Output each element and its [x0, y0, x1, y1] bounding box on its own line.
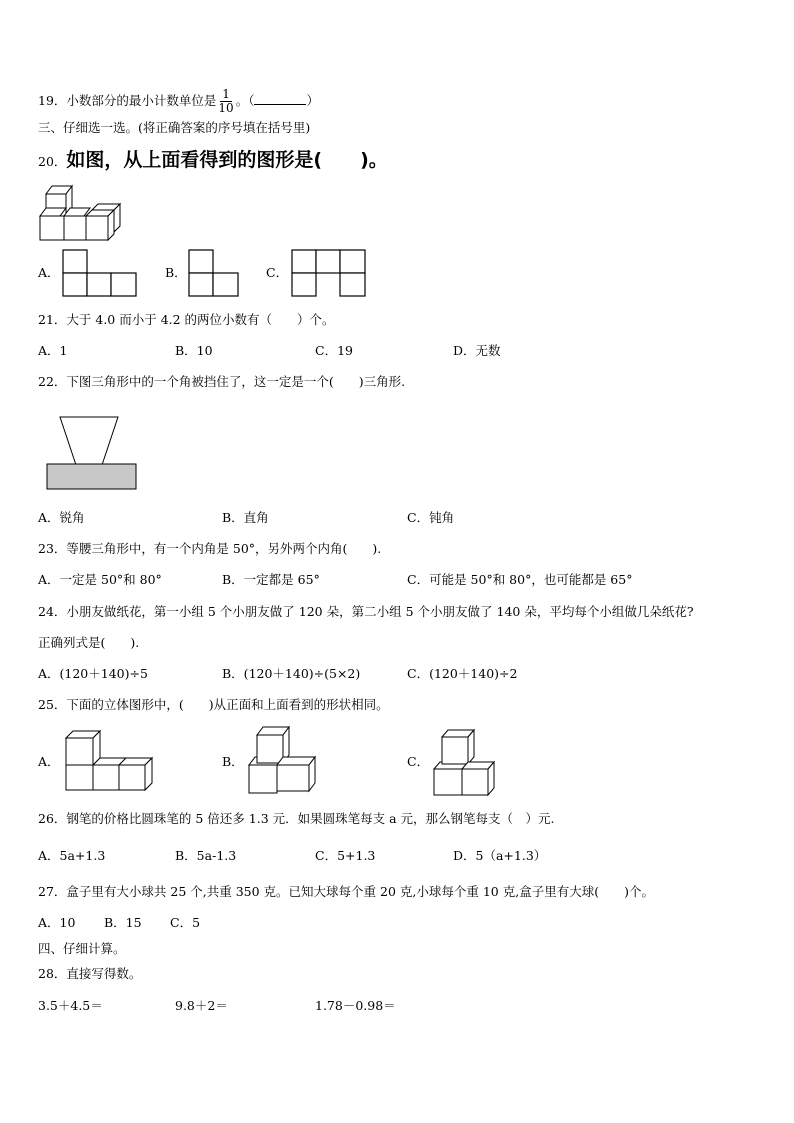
question-23	[38, 541, 381, 557]
q20-option-b-shape	[188, 249, 240, 297]
q26-option-d[interactable]: D．5（a+1.3）	[453, 848, 547, 863]
q27-option-b[interactable]: B．15	[104, 915, 142, 930]
question-number: 28．	[38, 966, 67, 981]
question-text: 下图三角形中的一个角被挡住了，这一定是一个( )三角形.	[66, 374, 406, 389]
question-text: 直接写得数。	[66, 966, 142, 981]
q25-option-a-shape	[64, 728, 154, 792]
q25-option-b-shape	[247, 725, 319, 795]
question-20	[38, 149, 388, 171]
question-number: 27．	[38, 884, 67, 899]
question-close: ）	[306, 93, 319, 108]
q25-option-c-shape	[432, 727, 498, 797]
section-3-heading: 三、仔细选一选。(将正确答案的序号填在括号里)	[38, 120, 311, 135]
question-number: 19．	[38, 93, 67, 108]
q28-item-3: 1.78－0.98＝	[315, 998, 396, 1013]
q21-option-c[interactable]: C．19	[315, 343, 353, 358]
q23-option-b[interactable]: B．一定都是 65°	[222, 572, 320, 587]
fraction-denominator: 10	[218, 101, 234, 115]
q25-option-a[interactable]: A．	[38, 754, 60, 769]
question-text: 等腰三角形中，有一个内角是 50°，另外两个内角( ).	[66, 541, 382, 556]
q21-option-b[interactable]: B．10	[175, 343, 213, 358]
q24-option-b[interactable]: B．(120＋140)÷(5×2)	[222, 666, 361, 681]
q24-option-a[interactable]: A．(120＋140)÷5	[38, 666, 148, 681]
q20-option-a-shape	[62, 249, 138, 297]
q28-item-1: 3.5＋4.5＝	[38, 998, 103, 1013]
question-22	[38, 374, 405, 390]
question-27	[38, 884, 654, 900]
q22-option-a[interactable]: A．锐角	[38, 510, 85, 525]
q21-option-d[interactable]: D．无数	[453, 343, 501, 358]
question-number: 26．	[38, 811, 67, 826]
q25-option-c[interactable]: C．	[407, 754, 430, 769]
question-number: 22．	[38, 374, 67, 389]
q20-option-b[interactable]: B．	[165, 265, 187, 280]
question-text: 钢笔的价格比圆珠笔的 5 倍还多 1.3 元．如果圆珠笔每支 a 元，那么钢笔每支（ ）元.	[66, 811, 555, 826]
section-4-heading: 四、仔细计算。	[38, 941, 126, 956]
q25-option-b[interactable]: B．	[222, 754, 244, 769]
question-tail: 。（	[235, 93, 255, 108]
question-number: 23．	[38, 541, 67, 556]
question-25	[38, 697, 389, 713]
q20-option-c[interactable]: C．	[266, 265, 289, 280]
q27-option-a[interactable]: A．10	[38, 915, 76, 930]
question-text: 小数部分的最小计数单位是	[66, 93, 217, 108]
q22-hidden-triangle-figure	[46, 415, 138, 491]
fraction-numerator: 1	[222, 87, 230, 101]
question-text: 小朋友做纸花，第一小组 5 个小朋友做了 120 朵，第二小组 5 个小朋友做了 140 朵，平均每个小组做几朵纸花?	[66, 604, 694, 619]
question-number: 24．	[38, 604, 67, 619]
question-24-line2: 正确列式是( ).	[38, 635, 140, 650]
question-number: 21．	[38, 312, 67, 327]
q28-item-2: 9.8＋2＝	[175, 998, 228, 1013]
question-text: 大于 4.0 而小于 4.2 的两位小数有（ ）个。	[66, 312, 335, 327]
q26-option-a[interactable]: A．5a+1.3	[38, 848, 106, 863]
question-text: 如图，从上面看得到的图形是( )。	[66, 149, 388, 171]
question-19	[38, 87, 319, 115]
q23-option-a[interactable]: A．一定是 50°和 80°	[38, 572, 162, 587]
question-number: 25．	[38, 697, 67, 712]
q23-option-c[interactable]: C．可能是 50°和 80°，也可能都是 65°	[407, 572, 633, 587]
question-28	[38, 966, 141, 982]
q20-3d-figure	[38, 182, 124, 242]
q27-option-c[interactable]: C．5	[170, 915, 201, 930]
question-26	[38, 811, 555, 827]
question-text: 盒子里有大小球共 25 个,共重 350 克。已知大球每个重 20 克,小球每个重 10 克,盒子里有大球( )个。	[66, 884, 654, 899]
q22-option-c[interactable]: C．钝角	[407, 510, 455, 525]
q21-option-a[interactable]: A．1	[38, 343, 68, 358]
question-21	[38, 312, 335, 328]
q26-option-c[interactable]: C．5+1.3	[315, 848, 376, 863]
q20-option-c-shape	[291, 249, 367, 297]
q24-option-c[interactable]: C．(120＋140)÷2	[407, 666, 518, 681]
q22-option-b[interactable]: B．直角	[222, 510, 269, 525]
answer-blank[interactable]	[254, 93, 306, 105]
question-text: 下面的立体图形中，( )从正面和上面看到的形状相同。	[66, 697, 389, 712]
question-number: 20．	[38, 154, 67, 169]
q26-option-b[interactable]: B．5a-1.3	[175, 848, 237, 863]
question-24	[38, 604, 694, 620]
q20-option-a[interactable]: A．	[38, 265, 60, 280]
fraction	[218, 88, 233, 115]
